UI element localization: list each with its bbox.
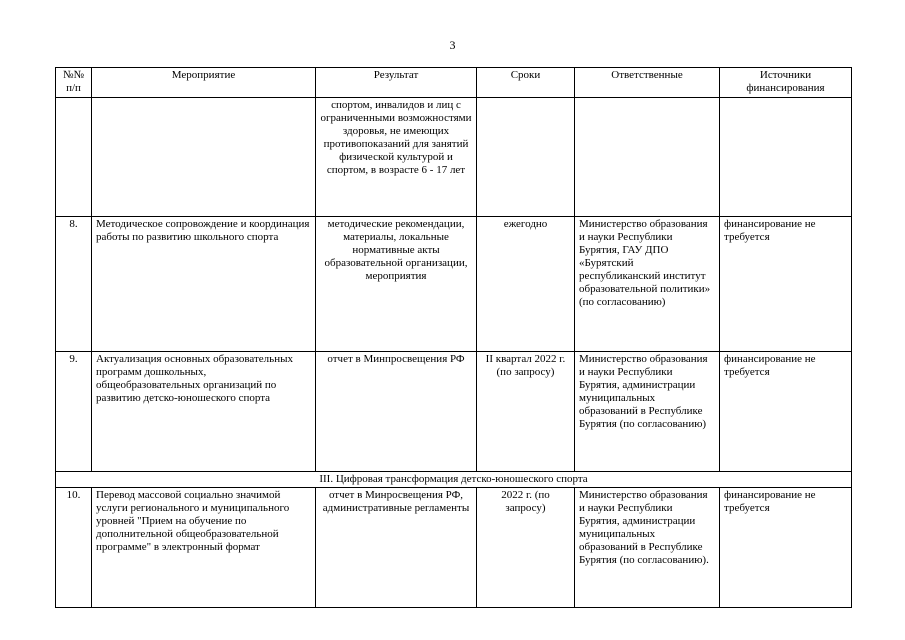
table-row — [56, 217, 852, 352]
header-result: Результат — [316, 68, 477, 98]
row-result: отчет в Минпросвещения РФ — [316, 352, 477, 472]
page-number: 3 — [449, 38, 456, 52]
table-row — [56, 488, 852, 608]
row-result: отчет в Минросвещения РФ, административные регламенты — [316, 488, 477, 608]
row-result: спортом, инвалидов и лиц с ограниченными возможностями здоровья, не имеющих противопоказаний для занятий физической культурой и спортом, в возрасте 6 - 17 лет — [316, 98, 477, 217]
row-num: 9. — [56, 352, 92, 472]
row-event — [92, 98, 316, 217]
header-num: №№ п/п — [56, 68, 92, 98]
table-header-row — [56, 68, 852, 98]
header-responsible: Ответственные — [575, 68, 720, 98]
row-term — [477, 98, 575, 217]
row-responsible — [575, 98, 720, 217]
table-row — [56, 352, 852, 472]
row-num — [56, 98, 92, 217]
table-row — [56, 98, 852, 217]
row-funding: финансирование не требуется — [720, 217, 852, 352]
plan-table — [55, 67, 852, 608]
row-num: 8. — [56, 217, 92, 352]
row-responsible: Министерство образования и науки Республики Бурятия, ГАУ ДПО «Бурятский республиканский институт образовательной политики» (по согласованию) — [575, 217, 720, 352]
row-responsible: Министерство образования и науки Республики Бурятия, администрации муниципальных образований в Республике Бурятия (по согласованию) — [575, 352, 720, 472]
row-num: 10. — [56, 488, 92, 608]
header-funding: Источники финансирования — [720, 68, 852, 98]
row-term: ежегодно — [477, 217, 575, 352]
row-result: методические рекомендации, материалы, локальные нормативные акты образовательной организации, мероприятия — [316, 217, 477, 352]
row-term: 2022 г. (по запросу) — [477, 488, 575, 608]
row-funding: финансирование не требуется — [720, 352, 852, 472]
section-row — [56, 472, 852, 488]
row-funding: финансирование не требуется — [720, 488, 852, 608]
row-term: II квартал 2022 г. (по запросу) — [477, 352, 575, 472]
row-event: Методическое сопровождение и координация работы по развитию школьного спорта — [92, 217, 316, 352]
row-funding — [720, 98, 852, 217]
row-responsible: Министерство образования и науки Республики Бурятия, администрации муниципальных образований в Республике Бурятия (по согласованию). — [575, 488, 720, 608]
header-event: Мероприятие — [92, 68, 316, 98]
row-event: Перевод массовой социально значимой услуги регионального и муниципального уровней "Прием на обучение по дополнительной общеобразовательной программе" в электронный формат — [92, 488, 316, 608]
row-event: Актуализация основных образовательных программ дошкольных, общеобразовательных организаций по развитию детско-юношеского спорта — [92, 352, 316, 472]
section-title: III. Цифровая трансформация детско-юношеского спорта — [56, 472, 852, 488]
header-term: Сроки — [477, 68, 575, 98]
